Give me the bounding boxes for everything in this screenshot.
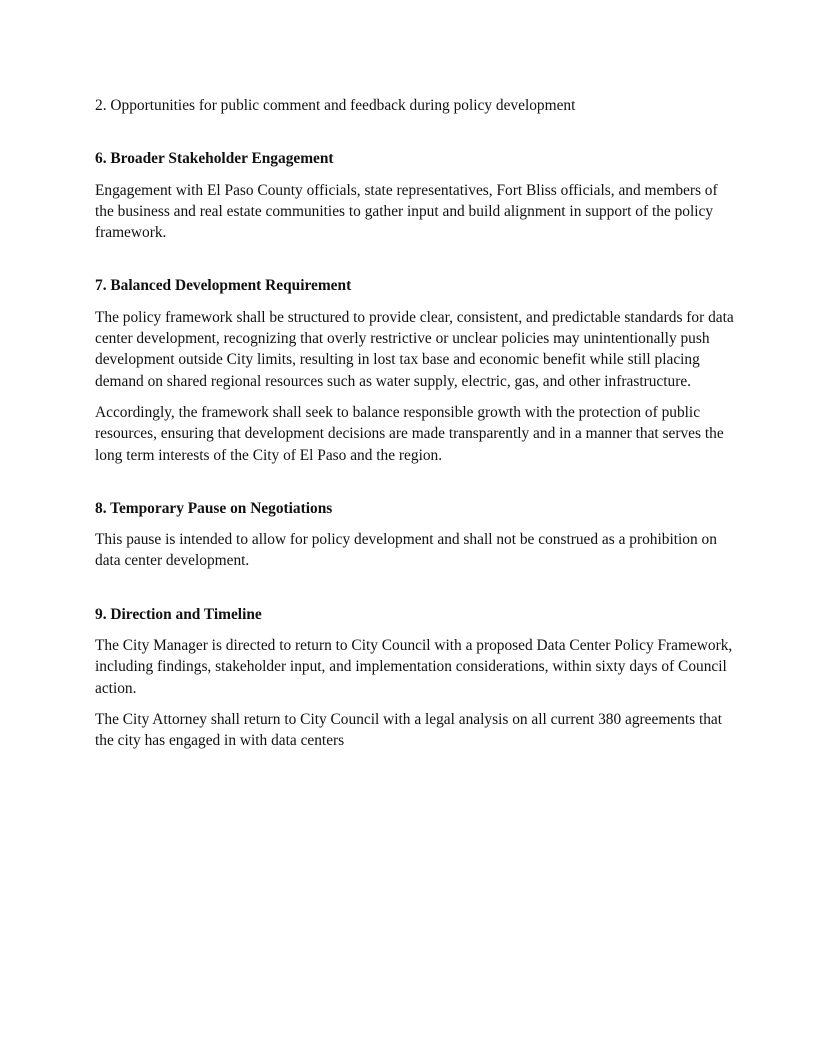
section-heading: 8. Temporary Pause on Negotiations — [95, 499, 333, 517]
list-item-public-comment: 2. Opportunities for public comment and feedback during policy development — [95, 97, 576, 114]
section-temporary-pause — [95, 498, 735, 572]
section-paragraph: Engagement with El Paso County officials, state representatives, Fort Bliss officials, and members of the business and real estate communities to gather input and build alignment in support of the policy framework. — [95, 181, 718, 242]
section-balanced-development — [95, 275, 735, 465]
section-paragraph: The City Attorney shall return to City Council with a legal analysis on all current 380 agreements that the city has engaged in with data centers — [95, 710, 723, 750]
section-paragraph: The policy framework shall be structured to provide clear, consistent, and predictable standards for data center development, recognizing that overly restrictive or unclear policies may unintentionally push development outside City limits, resulting in lost tax base and economic benefit while still placing demand on shared regional resources such as water supply, electric, gas, and other infrastructure. — [95, 308, 734, 390]
section-paragraph: Accordingly, the framework shall seek to balance responsible growth with the protection of public resources, ensuring that development decisions are made transparently and in a manner that serves the long term interests of the City of El Paso and the region. — [95, 403, 724, 464]
section-heading: 7. Balanced Development Requirement — [95, 277, 352, 295]
section-stakeholder-engagement — [95, 148, 735, 243]
section-direction-timeline — [95, 604, 735, 752]
section-heading: 9. Direction and Timeline — [95, 605, 262, 623]
section-paragraph: The City Manager is directed to return to City Council with a proposed Data Center Policy Framework, including findings, stakeholder input, and implementation considerations, within sixty days of Council action. — [95, 637, 733, 697]
section-paragraph: This pause is intended to allow for policy development and shall not be construed as a prohibition on data center development. — [95, 531, 717, 570]
section-heading: 6. Broader Stakeholder Engagement — [95, 150, 334, 168]
document-body — [95, 95, 735, 762]
